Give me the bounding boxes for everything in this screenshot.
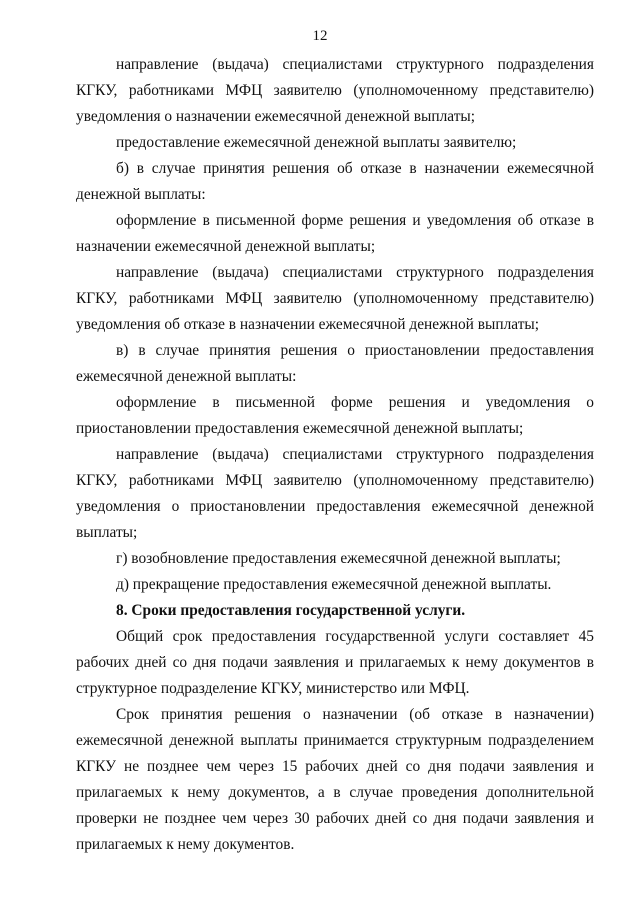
paragraph-item-v-suspension: в) в случае принятия решения о приостановлении предоставления ежемесячной денежной выплаты: <box>76 342 594 385</box>
paragraph-decision-term: Срок принятия решения о назначении (об отказе в назначении) ежемесячной денежной выплаты принимается структурным подразделением КГКУ не позднее чем через 15 рабочих дней со дня подачи заявления и прилагаемых к нему документов, а в случае проведения дополнительной проверки не позднее чем через 30 рабочих дней со дня подачи заявления и прилагаемых к нему документов. <box>76 706 594 853</box>
section-heading-service-terms: 8. Сроки предоставления государственной услуги. <box>116 602 466 619</box>
paragraph-notice-issuance-refusal: направление (выдача) специалистами структурного подразделения КГКУ, работниками МФЦ заявителю (уполномоченному представителю) уведомления об отказе в назначении ежемесячной денежной выплаты; <box>76 264 594 333</box>
paragraph-refusal-drafting: оформление в письменной форме решения и уведомления об отказе в назначении ежемесячной денежной выплаты; <box>76 212 594 255</box>
paragraph-notice-issuance-assignment: направление (выдача) специалистами структурного подразделения КГКУ, работниками МФЦ заявителю (уполномоченному представителю) уведомления о назначении ежемесячной денежной выплаты; <box>76 56 594 125</box>
page-number: 12 <box>312 28 328 44</box>
document-body <box>76 52 594 858</box>
paragraph-general-term: Общий срок предоставления государственной услуги составляет 45 рабочих дней со дня подачи заявления и прилагаемых к нему документов в структурное подразделение КГКУ, министерство или МФЦ. <box>76 628 594 697</box>
paragraph-notice-issuance-suspension: направление (выдача) специалистами структурного подразделения КГКУ, работниками МФЦ заявителю (уполномоченному представителю) уведомления о приостановлении предоставления ежемесячной денежной выплаты; <box>76 446 594 541</box>
paragraph-item-b-refusal: б) в случае принятия решения об отказе в назначении ежемесячной денежной выплаты: <box>76 160 594 203</box>
paragraph-suspension-drafting: оформление в письменной форме решения и уведомления о приостановлении предоставления ежемесячной денежной выплаты; <box>76 394 594 437</box>
paragraph-item-d-termination: д) прекращение предоставления ежемесячной денежной выплаты. <box>116 576 552 593</box>
paragraph-item-g-resumption: г) возобновление предоставления ежемесячной денежной выплаты; <box>116 550 561 567</box>
paragraph-payment-provision: предоставление ежемесячной денежной выплаты заявителю; <box>116 134 517 151</box>
